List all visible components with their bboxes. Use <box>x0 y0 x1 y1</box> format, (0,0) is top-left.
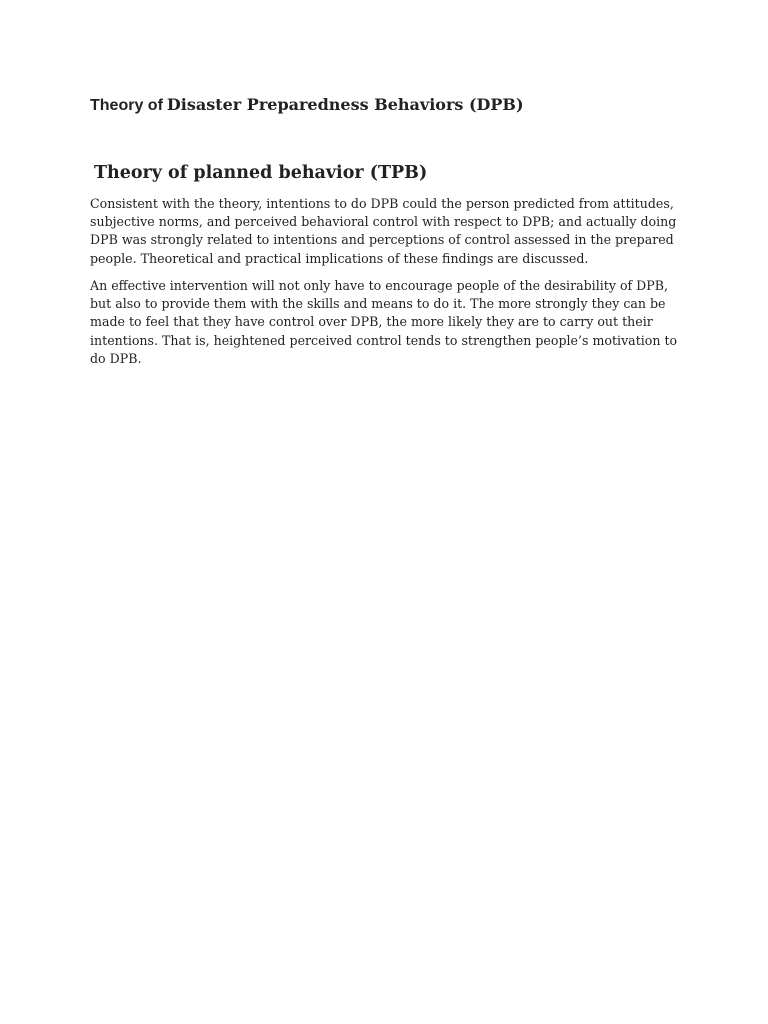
document-title-prefix: Theory of <box>90 97 163 114</box>
paragraph-2: An effective intervention will not only have to encourage people of the desirability of DPB, but also to provide them with the skills and means to do it. The more strongly they can be made to feel that they have control over DPB, the more likely they are to carry out their intentions. That is, heightened perceived control tends to strengthen people’s motivation to do DPB. <box>90 278 678 366</box>
document-title <box>90 94 524 117</box>
section-heading: Theory of planned behavior (TPB) <box>94 163 428 183</box>
paragraph-1: Consistent with the theory, intentions to do DPB could the person predicted from attitudes, subjective norms, and perceived behavioral control with respect to DPB; and actually doing DPB was strongly related to intentions and perceptions of control assessed in the prepared people. Theoretical and practical implications of these findings are discussed. <box>90 196 677 266</box>
document-title-rest: Disaster Preparedness Behaviors (DPB) <box>166 95 524 114</box>
